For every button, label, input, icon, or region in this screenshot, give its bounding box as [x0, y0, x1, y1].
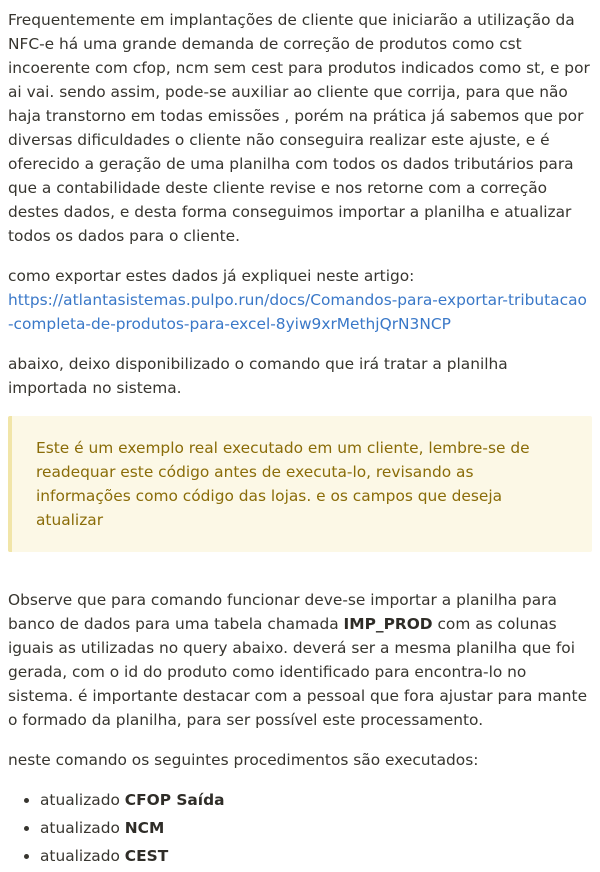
command-intro-paragraph: abaixo, deixo disponibilizado o comando que irá tratar a planilha importada no sistema. [8, 355, 508, 397]
export-article-link[interactable]: https://atlantasistemas.pulpo.run/docs/Comandos-para-exportar-tributacao-completa-de-produtos-para-excel-8yiw9xrMethjQrN3NCP [8, 291, 587, 333]
intro-paragraph: Frequentemente em implantações de cliente que iniciarão a utilização da NFC-e há uma grande demanda de correção de produtos como cst incoerente com cfop, ncm sem cest para produtos indicados como st, e por ai vai. sendo assim, pode-se auxiliar ao cliente que corrija, para que não haja transtorno em todas emissões , porém na prática já sabemos que por diversas dificuldades o cliente não conseguira realizar este ajuste, e é oferecido a geração de uma planilha com todos os dados tributários para que a contabilidade deste cliente revise e nos retorne com a correção destes dados, e desta forma conseguimos importar a planilha e atualizar todos os dados para o cliente. [8, 11, 590, 245]
procedures-list [8, 788, 592, 868]
list-item-prefix: atualizado [40, 847, 125, 865]
warning-callout [8, 416, 592, 552]
list-item-field: CEST [124, 847, 169, 865]
list-item-prefix: atualizado [40, 819, 125, 837]
export-intro-text: como exportar estes dados já expliquei neste artigo: [8, 267, 415, 285]
observe-text-before: Observe que para comando funcionar deve-se importar a planilha para banco de dados para uma tabela chamada [8, 591, 557, 633]
procedures-intro-paragraph: neste comando os seguintes procedimentos são executados: [8, 751, 479, 769]
callout-text: Este é um exemplo real executado em um cliente, lembre-se de readequar este código antes de executa-lo, revisando as informações como código das lojas. e os campos que deseja atualizar [36, 439, 530, 529]
list-item [40, 844, 592, 868]
list-item [40, 816, 592, 840]
list-item-field: NCM [124, 819, 165, 837]
export-paragraph [8, 264, 592, 336]
list-item-field: CFOP Saída [124, 791, 225, 809]
observe-text-after: com as colunas iguais as utilizadas no query abaixo. deverá ser a mesma planilha que foi gerada, com o id do produto como identificado para encontra-lo no sistema. é importante destacar com a pessoal que fora ajustar para mante o formado da planilha, para ser possível este processamento. [8, 615, 588, 729]
list-item-prefix: atualizado [40, 791, 125, 809]
list-item [40, 788, 592, 812]
table-name: IMP_PROD [343, 615, 433, 633]
document-body [8, 8, 592, 872]
observe-paragraph [8, 588, 592, 732]
